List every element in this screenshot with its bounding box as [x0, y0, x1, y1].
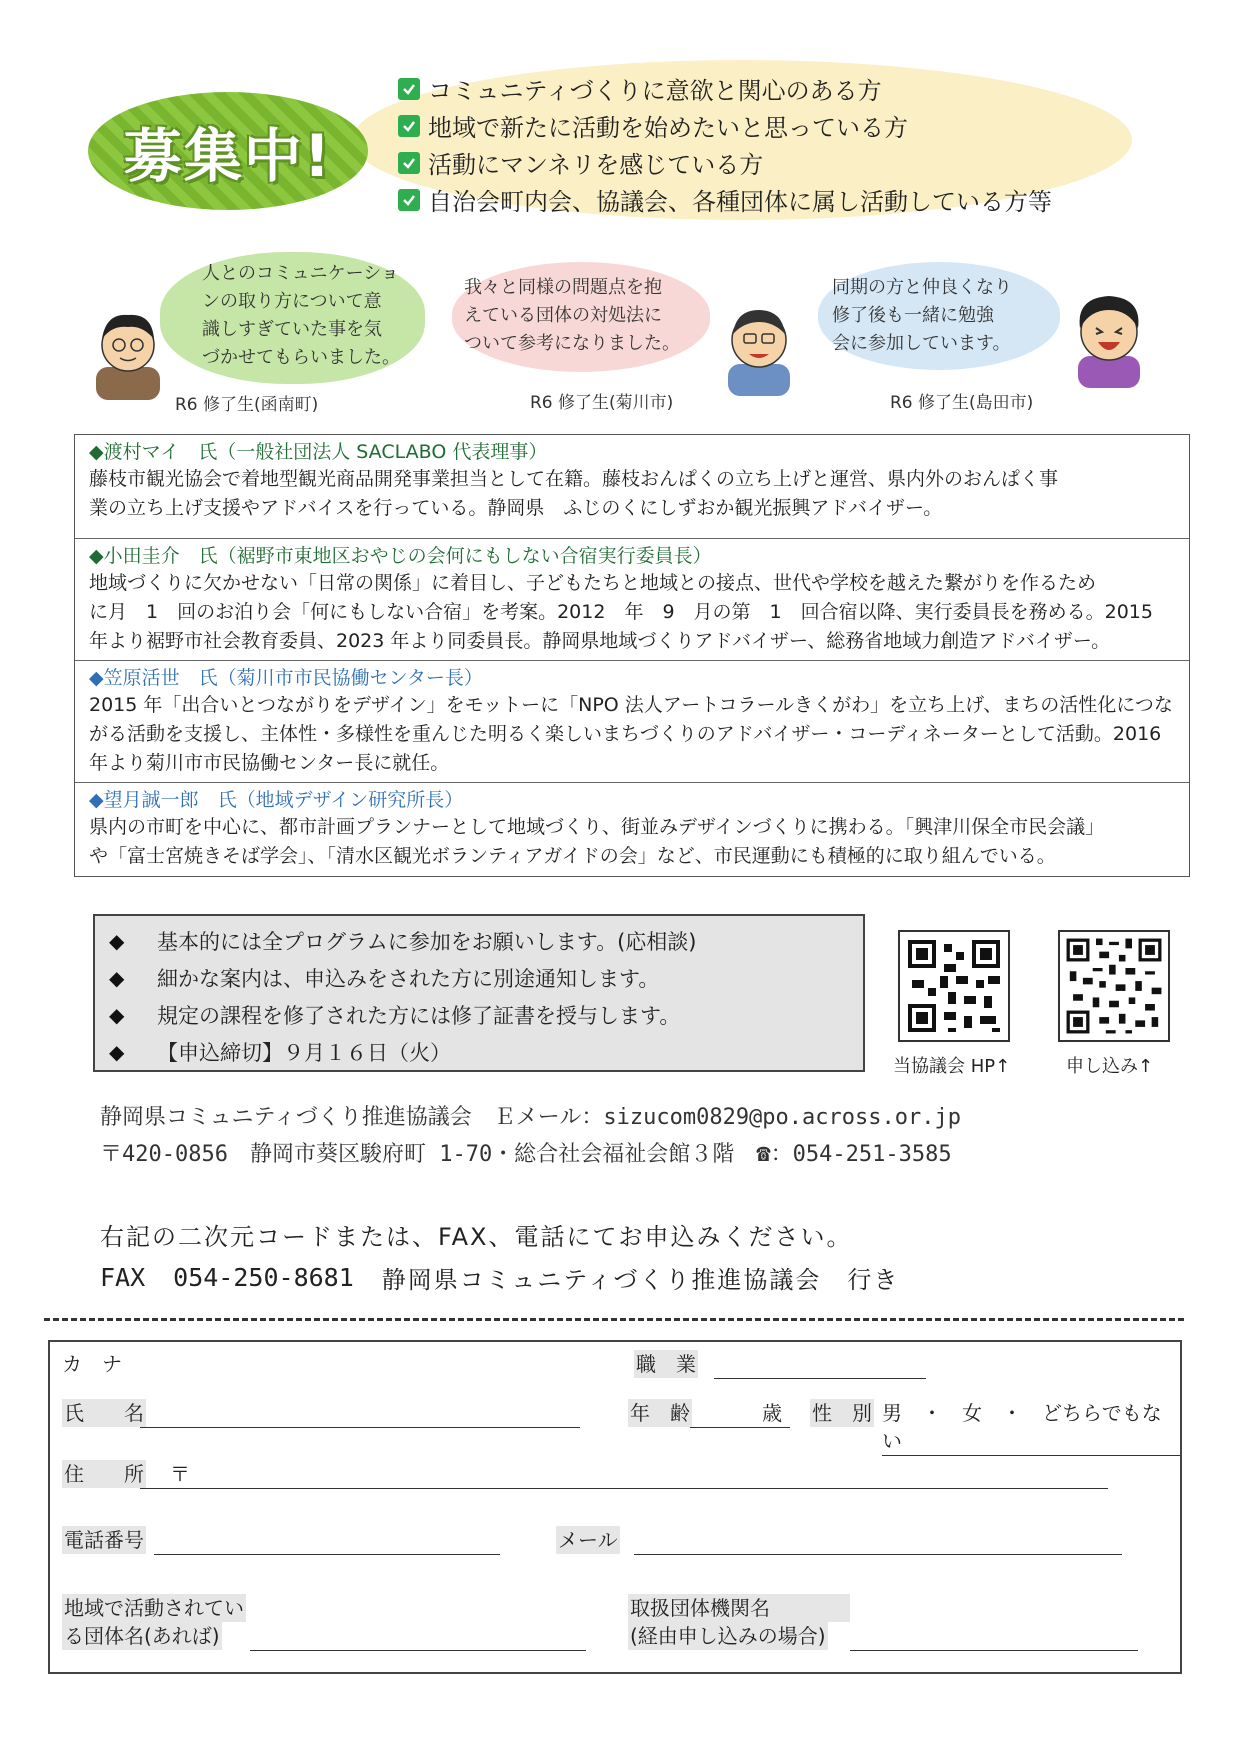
lecturer-desc-line: 業の立ち上げ支援やアドバイスを行っている。静岡県 ふじのくにしずおか観光振興アドバイザー。 [89, 497, 943, 519]
fax-label: FAX [100, 1263, 146, 1292]
lecturer-name: ◆笠原活世 氏（菊川市市民協働センター長） [89, 667, 483, 689]
recruiting-badge [88, 92, 368, 210]
diamond-bullet-icon: ◆ [109, 1039, 125, 1064]
lecturer-name: ◆渡村マイ 氏（一般社団法人 SACLABO 代表理事） [89, 441, 548, 463]
address-text: 〒420-0856 静岡市葵区駿府町 1-70・総合社会福祉会館３階 [100, 1142, 735, 1167]
graduate-elder-icon [718, 298, 800, 396]
lecturer-row [75, 435, 1189, 539]
lecturer-desc-line: 年より菊川市市民協働センター長に就任。 [89, 752, 450, 774]
testimonial-caption: R6 修了生(島田市) [890, 393, 1034, 413]
lecturer-table [74, 434, 1190, 877]
apply-qr-label: 申し込み↑ [1066, 1056, 1154, 1077]
lecturer-name: ◆望月誠一郎 氏（地域デザイン研究所長） [89, 789, 464, 811]
group-label-line1: 地域で活動されてい [64, 1596, 244, 1620]
testimonial-caption: R6 修了生(菊川市) [530, 393, 674, 413]
target-item: 自治会町内会、協議会、各種団体に属し活動している方等 [398, 181, 1052, 218]
lecturer-row [75, 539, 1189, 661]
check-icon [398, 115, 420, 137]
cut-line [44, 1318, 1184, 1321]
check-icon [398, 152, 420, 174]
lecturer-name: ◆小田圭介 氏（裾野市東地区おやじの会何にもしない合宿実行委員長） [89, 545, 712, 567]
occupation-label: 職 業 [636, 1352, 696, 1376]
phone-icon: ☎ [756, 1138, 771, 1167]
note-item: ◆ 【申込締切】９月１６日（火） [109, 1039, 451, 1065]
graduate-man-icon [88, 305, 168, 400]
testimonial-bubble: 同期の方と仲良くなり 修了後も一緒に勉強 会に参加しています。 [818, 262, 1060, 370]
note-item: ◆ 規定の課程を修了された方には修了証書を授与します。 [109, 1002, 681, 1028]
contact-line: 静岡県コミュニティづくり推進協議会 Ｅメール：sizucom0829@po.across.or.jp [100, 1105, 961, 1130]
phone-label: 電話番号 [64, 1528, 144, 1552]
agency-label-line2: (経由申し込みの場合) [630, 1624, 826, 1648]
mail-label: メール [558, 1528, 618, 1552]
address-line [100, 1137, 952, 1168]
hp-qr-label: 当協議会 HP↑ [893, 1056, 1011, 1077]
diamond-bullet-icon: ◆ [109, 965, 125, 990]
testimonial-caption: R6 修了生(函南町) [175, 395, 319, 415]
phone-number: ：054-251-3585 [770, 1142, 952, 1167]
lecturer-desc-line: 2015 年「出合いとつながりをデザイン」をモットーに「NPO 法人アートコラールきくがわ」を立ち上げ、まちの活性化につな [89, 694, 1173, 716]
name-label: 氏 名 [64, 1401, 144, 1425]
lecturer-desc-line: 県内の市町を中心に、都市計画プランナーとして地域づくり、街並みデザインづくりに携わる。「興津川保全市民会議」 [89, 816, 1105, 838]
note-item: ◆ 細かな案内は、申込みをされた方に別途通知します。 [109, 965, 660, 991]
application-form [48, 1340, 1182, 1674]
target-item: 活動にマンネリを感じている方 [398, 144, 1052, 181]
diamond-bullet-icon: ◆ [109, 928, 125, 953]
fax-recipient: 静岡県コミュニティづくり推進協議会 行き [381, 1266, 900, 1294]
notes-box [93, 914, 865, 1072]
lecturer-row [75, 783, 1189, 876]
group-label-line2: る団体名(あれば) [64, 1624, 220, 1648]
check-icon [398, 189, 420, 211]
testimonial-bubble: 人とのコミュニケーショ ンの取り方について意 識しすぎていた事を気 づかせてもらいました。 [160, 252, 425, 384]
graduate-woman-icon [1066, 288, 1152, 388]
check-icon [398, 78, 420, 100]
lecturer-desc-line: 地域づくりに欠かせない「日常の関係」に着目し、子どもたちと地域との接点、世代や学校を越えた繋がりを作るため [89, 572, 1097, 594]
mail-field[interactable] [634, 1554, 1122, 1555]
recruiting-badge-text: 募集中! [123, 122, 333, 190]
hp-qr-code[interactable] [898, 930, 1010, 1042]
occupation-field[interactable] [714, 1378, 926, 1379]
apply-qr-code[interactable] [1058, 930, 1170, 1042]
target-item: 地域で新たに活動を始めたいと思っている方 [398, 107, 1052, 144]
name-field[interactable] [140, 1427, 580, 1428]
kana-label: カ ナ [62, 1352, 122, 1376]
phone-field[interactable] [154, 1554, 500, 1555]
age-label: 年 齢 [630, 1401, 690, 1425]
lecturer-desc-line: 藤枝市観光協会で着地型観光商品開発事業担当として在籍。藤枝おんぱくの立ち上げと運営、県内外のおんぱく事 [89, 468, 1059, 490]
agency-field[interactable] [850, 1650, 1138, 1651]
apply-instruction: 右記の二次元コードまたは、FAX、電話にてお申込みください。 [100, 1223, 853, 1251]
fax-line [100, 1260, 899, 1295]
testimonial-bubble: 我々と同様の問題点を抱 えている団体の対処法に ついて参考になりました。 [452, 262, 710, 372]
lecturer-desc-line: や「富士宮焼きそば学会」、「清水区観光ボランティアガイドの会」など、市民運動にも積極的に取り組んでいる。 [89, 845, 1056, 867]
lecturer-desc-line: 年より裾野市社会教育委員、2023 年より同委員長。静岡県地域づくりアドバイザー、総務省地域力創造アドバイザー。 [89, 630, 1111, 652]
gender-label: 性 別 [812, 1401, 872, 1425]
diamond-bullet-icon: ◆ [109, 1002, 125, 1027]
agency-label-line1: 取扱団体機関名 [628, 1594, 850, 1622]
address-label: 住 所 [64, 1462, 144, 1486]
note-item: ◆ 基本的には全プログラムに参加をお願いします。(応相談) [109, 928, 697, 954]
postal-mark: 〒 [170, 1462, 190, 1486]
address-field[interactable] [140, 1488, 1108, 1489]
age-unit: 歳 [762, 1401, 782, 1425]
gender-options[interactable]: 男 ・ 女 ・ どちらでもない [882, 1399, 1180, 1456]
group-field[interactable] [250, 1650, 586, 1651]
target-item: コミュニティづくりに意欲と関心のある方 [398, 70, 1052, 107]
lecturer-desc-line: がる活動を支援し、主体性・多様性を重んじた明るく楽しいまちづくりのアドバイザー・コーディネーターとして活動。2016 [89, 723, 1162, 745]
lecturer-row [75, 661, 1189, 783]
target-list [398, 70, 1052, 218]
lecturer-desc-line: に月 1 回のお泊り会「何にもしない合宿」を考案。2012 年 9 月の第 1 回合宿以降、実行委員長を務める。2015 [89, 601, 1153, 623]
age-field[interactable] [690, 1427, 790, 1428]
fax-number: 054-250-8681 [173, 1263, 354, 1292]
